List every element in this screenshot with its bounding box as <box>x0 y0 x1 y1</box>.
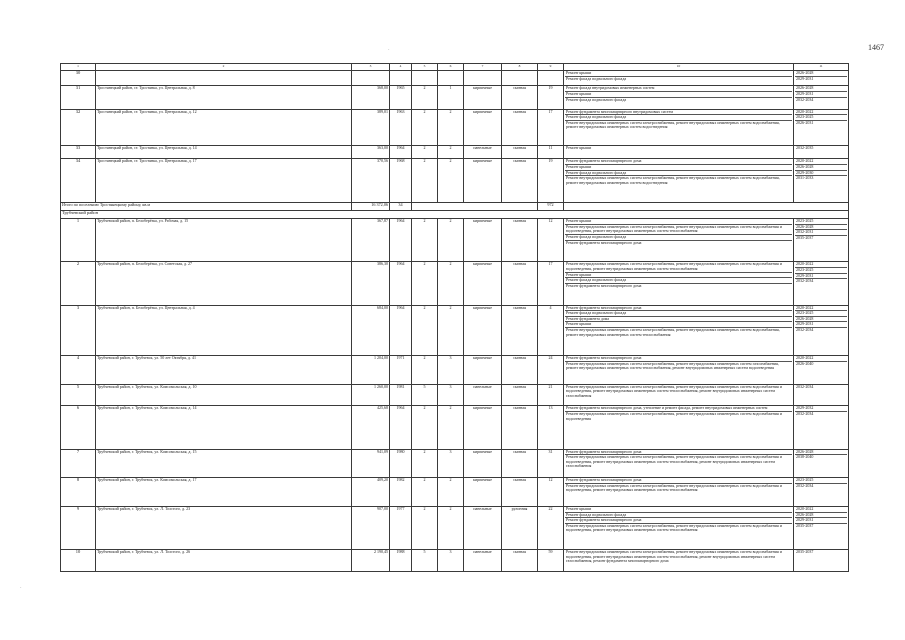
works-cell <box>564 219 794 262</box>
walls-cell: панельные <box>464 384 502 406</box>
year-cell: 1964 <box>390 219 412 262</box>
roof-cell: скатная <box>502 159 538 202</box>
work-item: Ремонт внутридомовых инженерных систем электроснабжения, ремонт внутридомовых инженерных систем водоснабжения и водоотведения, ремонт внутридомовых инженерных систем теплоснабжения <box>566 522 782 533</box>
year-cell: 1964 <box>390 145 412 159</box>
period-item: 2026-2028 <box>795 225 847 231</box>
area-cell: 684,00 <box>352 305 390 355</box>
period-item: 2026-2028 <box>795 86 847 92</box>
address-cell: Трубчевский район, г. Трубчевск, ул. 50 лет Октября, д. 41 <box>96 355 352 384</box>
period-item: 2029-2031 <box>795 92 847 98</box>
period-item: 2029-2031 <box>795 518 847 524</box>
residents-cell: 12 <box>538 478 564 507</box>
walls-cell: кирпичные <box>464 262 502 305</box>
works-cell <box>564 406 794 449</box>
column-number-row <box>61 64 849 71</box>
roof-cell: скатная <box>502 355 538 384</box>
table-row <box>61 355 849 384</box>
walls-cell: панельные <box>464 550 502 572</box>
row-number: 33 <box>61 145 96 159</box>
period-item: 2032-2034 <box>796 96 814 102</box>
period-item: 2026-2028 <box>795 450 847 456</box>
entrances-cell <box>438 70 464 85</box>
row-number: 9 <box>61 507 96 550</box>
floors-cell: 2 <box>412 86 438 109</box>
year-cell: 1977 <box>390 507 412 550</box>
works-cell <box>564 262 794 305</box>
works-cell <box>564 355 794 384</box>
work-item: Ремонт внутридомовых инженерных систем электроснабжения, ремонт внутридомовых инженерных систем водоснабжения и водоотведения, ремонт внутридомовых инженерных систем теплоснабжения <box>566 482 782 493</box>
area-cell <box>352 70 390 85</box>
area-cell: 367,87 <box>352 219 390 262</box>
work-item: Ремонт внутридомовых инженерных систем электроснабжения, ремонт внутридомовых инженерных систем водоснабжения, ремонт внутридомовых инженерных систем теплоснабжения <box>566 326 780 337</box>
total-count: 34 <box>390 202 412 210</box>
periods-cell <box>794 449 849 478</box>
work-item: Ремонт фасада внутридомовых инженерных систем <box>565 86 792 92</box>
periods-cell <box>794 262 849 305</box>
roof-cell: рулонная <box>502 507 538 550</box>
year-cell: 1988 <box>390 550 412 572</box>
works-cell <box>564 109 794 145</box>
roof-cell: скатная <box>502 550 538 572</box>
period-item: 2023-2025 <box>795 115 847 121</box>
row-number: 7 <box>61 449 96 478</box>
period-item: 2020-2022 <box>795 110 847 116</box>
total-residents: 972 <box>538 202 564 210</box>
work-item: Ремонт внутридомовых инженерных систем электроснабжения, ремонт внутридомовых инженерных систем водоснабжения и водоотведения, ремонт внутридомовых инженерных систем теплоснабжения, ремонт внутридомовых инженерных систем газоснабжения <box>566 384 782 398</box>
periods-cell <box>794 219 849 262</box>
work-item: Ремонт внутридомовых инженерных систем электроснабжения, ремонт внутридомовых инженерных систем водоснабжения, ремонт внутридомовых инженерных систем водоотведения <box>566 175 780 185</box>
row-number: 3 <box>61 305 96 355</box>
period-item: 2029-2032 <box>795 406 847 412</box>
period-item: 2020-2022 <box>795 159 847 165</box>
entrances-cell: 2 <box>438 478 464 507</box>
work-item: Ремонт фундамента многоквартирного дома <box>565 356 792 362</box>
work-item: Ремонт внутридомовых инженерных систем электроснабжения, ремонт внутридомовых инженерных систем водоснабжения и водоотведения <box>566 410 782 421</box>
work-item: Ремонт фундамента многоквартирного дома <box>565 450 792 456</box>
walls-cell: кирпичные <box>464 159 502 202</box>
works-cell <box>564 70 794 85</box>
work-item: Ремонт фундамента многоквартирного дома <box>565 306 792 312</box>
floors-cell: 5 <box>412 384 438 406</box>
residents-cell: 24 <box>538 355 564 384</box>
residents-cell: 4 <box>538 305 564 355</box>
address-cell: Тростянецкий район, ст. Тростянка, ул. Центральная, д. 17 <box>96 159 352 202</box>
work-item: Ремонт фасада подвального фасада <box>565 235 792 241</box>
entrances-cell: 3 <box>438 449 464 478</box>
year-cell: 1980 <box>390 449 412 478</box>
work-item: Ремонт фундамента многоквартирного дома <box>565 159 792 165</box>
works-cell <box>564 86 794 109</box>
work-item: Ремонт фасада подвального фасада <box>565 513 792 519</box>
walls-cell: кирпичные <box>464 219 502 262</box>
works-cell <box>564 507 794 550</box>
table-row <box>61 86 849 109</box>
period-item: 2035-2037 <box>796 522 814 528</box>
total-label: Итого по поселению Тростянецкому району, кв.м <box>61 202 352 210</box>
year-cell: 1965 <box>390 86 412 109</box>
roof-cell: скатная <box>502 145 538 159</box>
area-cell: 2 190,45 <box>352 550 390 572</box>
period-item: 2035-2037 <box>796 549 814 555</box>
entrances-cell: 3 <box>438 550 464 572</box>
work-item: Ремонт внутридомовых инженерных систем электроснабжения, ремонт внутридомовых инженерных систем водоснабжения и водоотведения, ремонт внутридомовых инженерных систем теплоснабжения, ремонт внутридомовых инженерных систем газоснабжения <box>566 454 782 469</box>
entrances-cell: 2 <box>438 145 464 159</box>
works-cell <box>564 449 794 478</box>
roof-cell: скатная <box>502 384 538 406</box>
entrances-cell: 1 <box>438 86 464 109</box>
work-item: Ремонт крыши <box>565 71 792 77</box>
area-cell: 1 204,00 <box>352 355 390 384</box>
period-item: 2026-2028 <box>795 317 847 323</box>
area-cell: 425,68 <box>352 406 390 449</box>
periods-cell <box>794 70 849 85</box>
row-number: 4 <box>61 355 96 384</box>
roof-cell: скатная <box>502 478 538 507</box>
work-item: Ремонт фундамента многоквартирного дома <box>566 282 642 288</box>
roof-cell <box>502 70 538 85</box>
address-cell: Трубчевский район, г. Трубчевск, ул. Л. Толстого, д. 26 <box>96 550 352 572</box>
floors-cell: 5 <box>412 550 438 572</box>
period-item: 2032-2034 <box>796 278 814 284</box>
period-item: 2026-2028 <box>795 165 847 171</box>
floors-cell: 2 <box>412 449 438 478</box>
work-item: Ремонт внутридомовых инженерных систем электроснабжения, ремонт внутридомовых инженерных систем водоснабжения и водоотведения, ремонт внутридомовых инженерных систем теплоснабжения <box>565 262 792 272</box>
address-cell: Трубчевский район, п. Белоберёзка, ул. Советская, д. 27 <box>96 262 352 305</box>
periods-cell <box>794 109 849 145</box>
entrances-cell: 2 <box>438 406 464 449</box>
work-item: Ремонт крыши <box>565 92 792 98</box>
housing-repair-table <box>60 63 849 572</box>
period-item: 2020-2022 <box>795 262 847 268</box>
period-item: 2032-2034 <box>796 326 814 332</box>
periods-cell <box>794 86 849 109</box>
area-cell: 1 260,00 <box>352 384 390 406</box>
work-item: Ремонт внутридомовых инженерных систем электроснабжения, ремонт внутридомовых инженерных систем водоснабжения и водоотведения, ремонт внутридомовых инженерных систем теплоснабжения, ремонт внутридомовых инженерных систем газоснабжения, ремонт фундамента многоквартирного дома <box>566 549 782 564</box>
year-cell: 1964 <box>390 262 412 305</box>
address-cell: Трубчевский район, п. Белоберёзка, ул. Рабочая, д. 15 <box>96 219 352 262</box>
works-cell <box>564 305 794 355</box>
walls-cell <box>464 70 502 85</box>
total-area: 16 372,06 <box>352 202 390 210</box>
table-row <box>61 449 849 478</box>
floors-cell: 2 <box>412 507 438 550</box>
work-item: Ремонт фундамента многоквартирного дома <box>565 478 792 484</box>
work-item: Ремонт внутридомовых инженерных систем электроснабжения, ремонт внутридомовых инженерных систем водоснабжения и водоотведения, ремонт внутридомовых инженерных систем теплоснабжения <box>565 225 792 235</box>
work-item: Ремонт внутридомовых инженерных систем электроснабжения, ремонт внутридомовых инженерных систем водоснабжения, ремонт внутридомовых инженерных систем водоотведения <box>566 119 780 130</box>
total-row <box>61 202 849 210</box>
blank-cell <box>412 202 538 210</box>
periods-cell <box>794 305 849 355</box>
period-item: 2020-2022 <box>795 306 847 312</box>
column-number: 9 <box>538 64 564 71</box>
residents-cell: 19 <box>538 86 564 109</box>
column-number: 7 <box>464 64 502 71</box>
scan-mark: · <box>20 586 22 591</box>
column-number: 6 <box>438 64 464 71</box>
row-number: 2 <box>61 262 96 305</box>
works-cell <box>564 384 794 406</box>
works-cell <box>564 550 794 572</box>
work-item: Ремонт фундамента многоквартирного внутридомовых систем <box>565 110 792 116</box>
table-row <box>61 262 849 305</box>
work-item: Ремонт крыши <box>565 507 792 513</box>
residents-cell: 17 <box>538 262 564 305</box>
work-item: Ремонт фундамента многоквартирного дома <box>566 239 642 245</box>
floors-cell: 2 <box>412 478 438 507</box>
area-cell: 370,56 <box>352 159 390 202</box>
work-item: Ремонт крыши <box>565 322 792 328</box>
entrances-cell: 2 <box>438 305 464 355</box>
work-item: Ремонт фасада подвального фасада <box>565 278 792 284</box>
period-item: 2020-2022 <box>795 507 847 513</box>
residents-cell: 22 <box>538 507 564 550</box>
work-item: Ремонт фундамента дома <box>565 317 792 323</box>
table-row <box>61 507 849 550</box>
floors-cell: 2 <box>412 109 438 145</box>
residents-cell: 11 <box>538 145 564 159</box>
column-number: 10 <box>564 64 794 71</box>
periods-cell <box>794 145 849 159</box>
column-number: 1 <box>61 64 96 71</box>
period-item: 2023-2025 <box>795 311 847 317</box>
walls-cell: кирпичные <box>464 355 502 384</box>
roof-cell: скатная <box>502 109 538 145</box>
entrances-cell: 3 <box>438 355 464 384</box>
periods-cell <box>794 406 849 449</box>
period-item: 2026-2028 <box>795 71 847 77</box>
floors-cell: 2 <box>412 145 438 159</box>
period-item: 2029-2031 <box>795 274 847 280</box>
row-number: 5 <box>61 384 96 406</box>
residents-cell: 21 <box>538 384 564 406</box>
table-row <box>61 384 849 406</box>
residents-cell: 31 <box>538 449 564 478</box>
period-item: 2032-2035 <box>796 145 814 150</box>
year-cell: 1981 <box>390 384 412 406</box>
work-item: Ремонт внутридомовых инженерных систем электроснабжения, ремонт внутридомовых инженерных систем газоснабжения, ремонт внутридомовых инженерных систем теплоснабжения, ремонт внутридомовых инженерных систем водоотведения <box>566 360 779 371</box>
work-item: Ремонт фасада подвального фасада <box>565 311 792 317</box>
periods-cell <box>794 507 849 550</box>
period-item: 2035-2037 <box>796 235 814 241</box>
area-cell: 409,20 <box>352 478 390 507</box>
address-cell: Трубчевский район, г. Трубчевск, ул. Комсомольская, д. 10 <box>96 384 352 406</box>
table-row <box>61 219 849 262</box>
area-cell: 941,09 <box>352 449 390 478</box>
address-cell: Тростянецкий район, ст. Тростянка, ул. Центральная, д. 8 <box>96 86 352 109</box>
period-item: 2032-2031 <box>795 230 847 236</box>
section-row <box>61 210 849 218</box>
entrances-cell: 2 <box>438 507 464 550</box>
address-cell: Трубчевский район, г. Трубчевск, ул. Комсомольская, д. 14 <box>96 406 352 449</box>
work-item: Ремонт фасада подвального фасада <box>566 96 627 102</box>
column-number: 8 <box>502 64 538 71</box>
floors-cell <box>412 70 438 85</box>
address-cell: Трубчевский район, г. Трубчевск, ул. Комсомольская, д. 15 <box>96 449 352 478</box>
work-item: Ремонт фундамента многоквартирного дома, утепление и ремонт фасада, ремонт внутридомовых инженерных систем <box>565 406 792 412</box>
residents-cell <box>538 70 564 85</box>
address-cell: Трубчевский район, г. Трубчевск, ул. Комсомольская, д. 17 <box>96 478 352 507</box>
period-item: 2029-2030 <box>795 171 847 177</box>
column-number: 5 <box>412 64 438 71</box>
table-row <box>61 305 849 355</box>
roof-cell: скатная <box>502 219 538 262</box>
work-item: Ремонт крыши <box>565 165 792 171</box>
table-row <box>61 159 849 202</box>
row-number: 8 <box>61 478 96 507</box>
period-item: 2020-2022 <box>795 356 847 362</box>
walls-cell: панельные <box>464 145 502 159</box>
area-cell: 389,01 <box>352 109 390 145</box>
period-item: 2029-2031 <box>795 322 847 328</box>
entrances-cell: 2 <box>438 109 464 145</box>
periods-cell <box>794 550 849 572</box>
address-cell: Тростянецкий район, ст. Тростянка, ул. Центральная, д. 12 <box>96 109 352 145</box>
column-number: 4 <box>390 64 412 71</box>
row-number: 10 <box>61 550 96 572</box>
period-item: 2026-2028 <box>795 513 847 519</box>
area-cell: 386,30 <box>352 262 390 305</box>
year-cell: 1964 <box>390 305 412 355</box>
work-item: Ремонт крыши <box>565 219 792 225</box>
period-item: 2031-2033 <box>796 175 814 181</box>
floors-cell: 2 <box>412 159 438 202</box>
floors-cell: 2 <box>412 219 438 262</box>
table-row <box>61 109 849 145</box>
address-cell: Тростянецкий район, ст. Тростянка, ул. Центральная, д. 14 <box>96 145 352 159</box>
work-item: Ремонт крыши <box>566 145 592 150</box>
table-row <box>61 145 849 159</box>
column-number: 2 <box>96 64 352 71</box>
roof-cell: скатная <box>502 262 538 305</box>
period-item: 2023-2025 <box>795 478 847 484</box>
period-item: 2038-2040 <box>796 454 814 460</box>
walls-cell: кирпичные <box>464 305 502 355</box>
row-number: 31 <box>61 86 96 109</box>
area-cell: 368,00 <box>352 86 390 109</box>
works-cell <box>564 145 794 159</box>
row-number: 30 <box>61 70 96 85</box>
works-cell <box>564 159 794 202</box>
address-cell: Трубчевский район, п. Белоберёзка, ул. Центральная, д. 4 <box>96 305 352 355</box>
period-item: 2032-2034 <box>796 482 814 488</box>
blank-cell <box>564 202 849 210</box>
floors-cell: 2 <box>412 305 438 355</box>
periods-cell <box>794 384 849 406</box>
area-cell: 363,00 <box>352 145 390 159</box>
column-number: 3 <box>352 64 390 71</box>
row-number: 6 <box>61 406 96 449</box>
row-number: 32 <box>61 109 96 145</box>
work-item: Ремонт фундамента многоквартирного дома <box>565 518 792 524</box>
periods-cell <box>794 355 849 384</box>
entrances-cell: 2 <box>438 159 464 202</box>
address-cell: Трубчевский район, г. Трубчевск, ул. Л. Толстого, д. 23 <box>96 507 352 550</box>
residents-cell: 13 <box>538 406 564 449</box>
address-cell <box>96 70 352 85</box>
year-cell: 1982 <box>390 478 412 507</box>
floors-cell: 2 <box>412 355 438 384</box>
roof-cell: скатная <box>502 305 538 355</box>
walls-cell: кирпичные <box>464 449 502 478</box>
period-item: 2026-2031 <box>796 119 814 125</box>
floors-cell: 2 <box>412 406 438 449</box>
year-cell: 1964 <box>390 406 412 449</box>
work-item: Ремонт фасада подвального фасада <box>565 171 792 177</box>
row-number: 1 <box>61 219 96 262</box>
residents-cell: 19 <box>538 159 564 202</box>
period-item: 2026-2040 <box>796 360 814 366</box>
walls-cell: кирпичные <box>464 478 502 507</box>
page-number: 1467 <box>868 43 884 52</box>
roof-cell: скатная <box>502 406 538 449</box>
period-item: 2029-2031 <box>796 75 814 81</box>
walls-cell: кирпичные <box>464 86 502 109</box>
column-number: 11 <box>794 64 849 71</box>
table-row <box>61 406 849 449</box>
entrances-cell: 3 <box>438 384 464 406</box>
year-cell: 1963 <box>390 109 412 145</box>
periods-cell <box>794 478 849 507</box>
year-cell: 1968 <box>390 159 412 202</box>
roof-cell: скатная <box>502 449 538 478</box>
table-row <box>61 478 849 507</box>
period-item: 2032-2034 <box>796 384 814 389</box>
periods-cell <box>794 159 849 202</box>
table-row <box>61 550 849 572</box>
residents-cell: 12 <box>538 219 564 262</box>
entrances-cell: 2 <box>438 219 464 262</box>
floors-cell: 2 <box>412 262 438 305</box>
residents-cell: 59 <box>538 550 564 572</box>
work-item: Ремонт фасада подвального фасада <box>566 75 627 81</box>
row-number: 34 <box>61 159 96 202</box>
works-cell <box>564 478 794 507</box>
table-row <box>61 70 849 85</box>
year-cell <box>390 70 412 85</box>
area-cell: 907,00 <box>352 507 390 550</box>
walls-cell: кирпичные <box>464 109 502 145</box>
period-item: 2023-2025 <box>795 219 847 225</box>
work-item: Ремонт крыши <box>565 273 792 279</box>
entrances-cell: 2 <box>438 262 464 305</box>
scan-mark: · <box>388 48 390 53</box>
walls-cell: панельные <box>464 507 502 550</box>
walls-cell: кирпичные <box>464 406 502 449</box>
roof-cell: скатная <box>502 86 538 109</box>
work-item: Ремонт фасада подвального фасада <box>565 115 792 121</box>
period-item: 2023-2025 <box>795 268 847 274</box>
section-title: Трубчевский район <box>61 210 849 218</box>
year-cell: 1971 <box>390 355 412 384</box>
period-item: 2032-2034 <box>796 410 814 416</box>
residents-cell: 17 <box>538 109 564 145</box>
